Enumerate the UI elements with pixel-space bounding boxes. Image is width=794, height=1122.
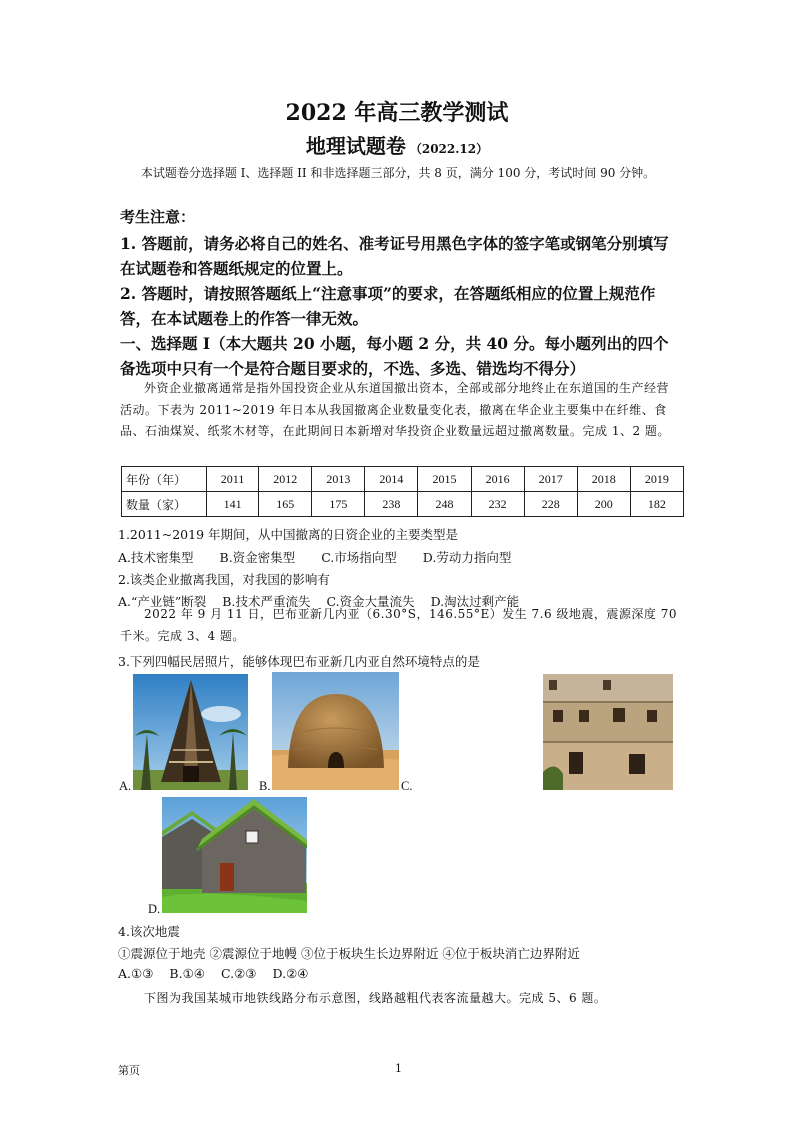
option-b[interactable]: B.资金密集型 <box>219 550 296 565</box>
option-d[interactable]: D.②④ <box>272 966 309 981</box>
passage-2: 2022 年 9 月 11 日，巴布亚新几内亚（6.30°S，146.55°E）发生 7.6 级地震，震源深度 70 千米。完成 3、4 题。 <box>120 607 678 643</box>
question-4-stem: 4.该次地震 <box>118 924 180 939</box>
exam-date: （2022.12） <box>409 142 489 156</box>
table-cell: 2015 <box>418 467 471 492</box>
table-row <box>122 467 684 492</box>
footer-page-number: 1 <box>395 1062 402 1075</box>
table-cell: 238 <box>365 492 418 517</box>
table-cell: 182 <box>630 492 683 517</box>
passage-1: 外资企业撤离通常是指外国投资企业从东道国撤出资本，全部或部分地终止在东道国的生产经营活动。下表为 2011~2019 年日本从我国撤离企业数量变化表，撤离在华企业主要集中在纤维、食品、石油煤炭、纸浆木材等，在此期间日本新增对华投资企业数量远超过撤离数量。完成 1、2 题。 <box>120 381 670 438</box>
table-row-header: 年份（年） <box>122 467 207 492</box>
option-a[interactable]: A.“产业链”断裂 <box>118 594 207 609</box>
subject-title: 地理试题卷 <box>305 134 406 158</box>
table-cell: 228 <box>524 492 577 517</box>
house-photo-b[interactable] <box>272 672 399 790</box>
turf-roof-house-image <box>162 797 307 913</box>
table-cell: 2011 <box>207 467 259 492</box>
notice-heading: 考生注意： <box>120 208 196 226</box>
option-c[interactable]: C.市场指向型 <box>321 550 397 565</box>
exam-subtitle <box>0 130 794 159</box>
question-4-options <box>118 966 324 981</box>
passage-3: 下图为我国某城市地铁线路分布示意图，线路越粗代表客流量越大。完成 5、6 题。 <box>144 991 607 1005</box>
exam-title: 2022 年高三教学测试 <box>285 100 509 126</box>
question-3-stem: 3.下列四幅民居照片，能够体现巴布亚新几内亚自然环境特点的是 <box>118 654 480 669</box>
table-row <box>122 492 684 517</box>
option-label-c[interactable]: C. <box>401 779 413 793</box>
option-d[interactable]: D.淘汰过剩产能 <box>430 594 520 609</box>
question-1-stem: 1.2011~2019 年期间，从中国撤离的日资企业的主要类型是 <box>118 527 458 542</box>
option-a[interactable]: A.技术密集型 <box>118 550 194 565</box>
table-cell: 2016 <box>471 467 524 492</box>
option-b[interactable]: B.技术严重流失 <box>222 594 311 609</box>
section1-heading: 一、选择题 I（本大题共 20 小题，每小题 2 分，共 40 分。每小题列出的四个备选项中只有一个是符合题目要求的，不选、多选、错选均不得分） <box>120 334 669 378</box>
table-row-header: 数量（家） <box>122 492 207 517</box>
footer-page-label: 第页 <box>118 1064 140 1077</box>
adobe-pueblo-image <box>543 674 673 790</box>
notice-item-2: 2. 答题时，请按照答题纸上“注意事项”的要求，在答题纸相应的位置上规范作答，在本试题卷上的作答一律无效。 <box>120 284 656 328</box>
table-cell: 232 <box>471 492 524 517</box>
table-cell: 2019 <box>630 467 683 492</box>
house-photo-a[interactable] <box>133 674 248 790</box>
question-1-options <box>118 548 537 566</box>
exam-intro: 本试题卷分选择题 I、选择题 II 和非选择题三部分，共 8 页，满分 100 分，考试时间 90 分钟。 <box>140 166 656 180</box>
notice-item-1: 1. 答题前，请务必将自己的姓名、准考证号用黑色字体的签字笔或钢笔分别填写在试题卷和答题纸规定的位置上。 <box>120 234 669 278</box>
option-d[interactable]: D.劳动力指向型 <box>422 550 512 565</box>
withdrawal-table <box>121 466 684 517</box>
option-c[interactable]: C.资金大量流失 <box>326 594 415 609</box>
table-cell: 2013 <box>312 467 365 492</box>
house-photo-c[interactable] <box>543 674 673 790</box>
table-cell: 141 <box>207 492 259 517</box>
table-cell: 165 <box>259 492 312 517</box>
option-label-b[interactable]: B. <box>259 779 271 793</box>
table-cell: 2017 <box>524 467 577 492</box>
table-cell: 2014 <box>365 467 418 492</box>
house-photo-d[interactable] <box>162 797 307 913</box>
straw-dome-hut-image <box>272 672 399 790</box>
table-cell: 2012 <box>259 467 312 492</box>
option-c[interactable]: C.②③ <box>221 966 257 981</box>
option-a[interactable]: A.①③ <box>118 966 154 981</box>
thatched-spire-house-image <box>133 674 248 790</box>
option-b[interactable]: B.①④ <box>169 966 205 981</box>
table-cell: 175 <box>312 492 365 517</box>
question-4-statements: ①震源位于地壳 ②震源位于地幔 ③位于板块生长边界附近 ④位于板块消亡边界附近 <box>118 946 580 961</box>
table-cell: 2018 <box>577 467 630 492</box>
question-2-stem: 2.该类企业撤离我国，对我国的影响有 <box>118 572 330 587</box>
option-label-d[interactable]: D. <box>148 902 161 916</box>
table-cell: 248 <box>418 492 471 517</box>
table-cell: 200 <box>577 492 630 517</box>
option-label-a[interactable]: A. <box>119 779 132 793</box>
